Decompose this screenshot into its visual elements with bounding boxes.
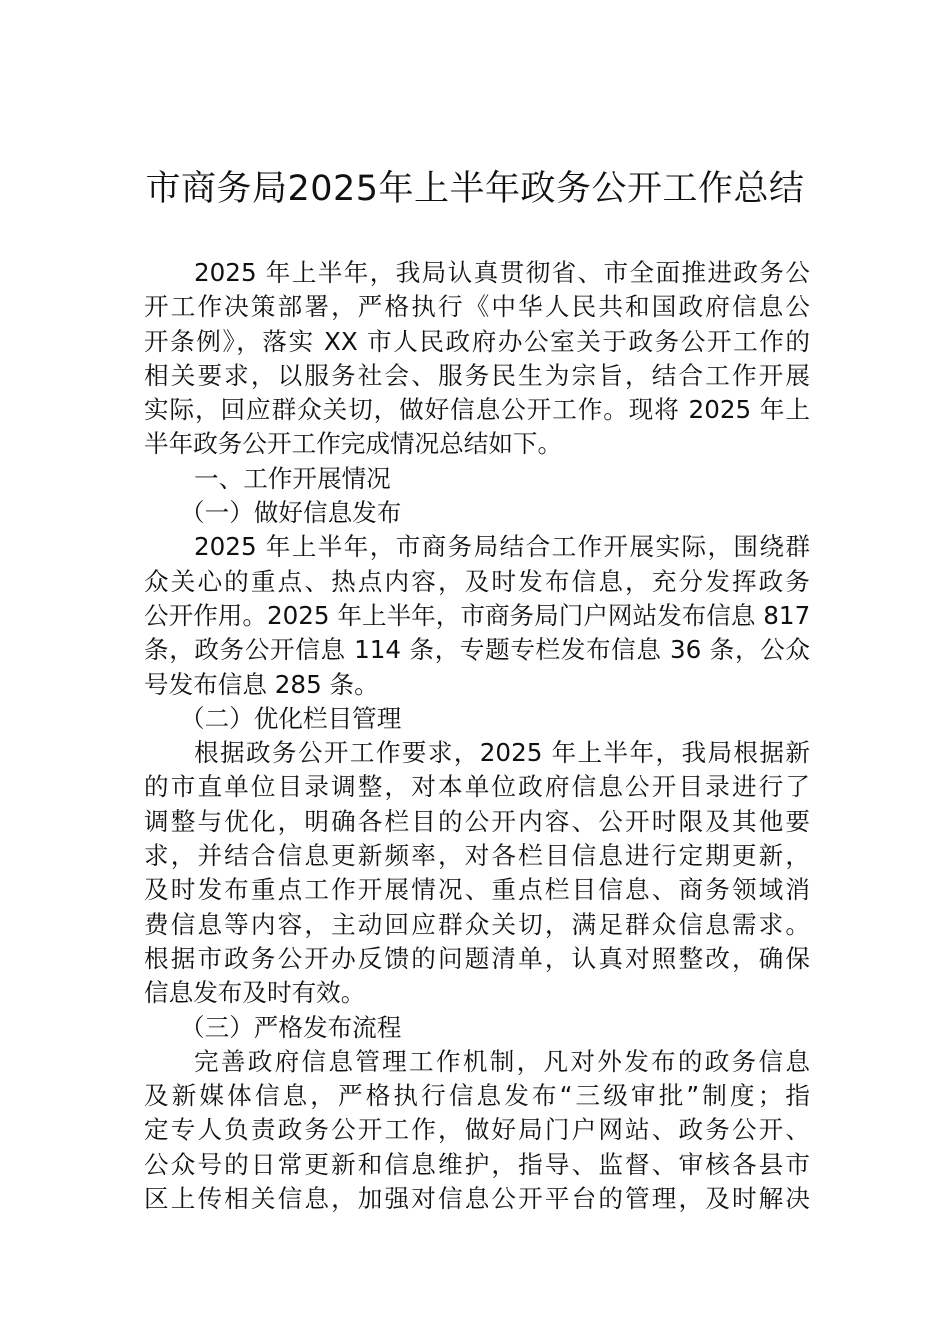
text-line: 号发布信息 285 条。 xyxy=(144,669,379,699)
text-line: 求，并结合信息更新频率，对各栏目信息进行定期更新， xyxy=(144,841,810,871)
text-line: 调整与优化，明确各栏目的公开内容、公开时限及其他要 xyxy=(144,806,810,836)
text-line: 根据市政务公开办反馈的问题清单，认真对照整改，确保 xyxy=(144,943,810,973)
text-line: 2025 年上半年，市商务局结合工作开展实际，围绕群 xyxy=(194,532,810,562)
text-line: 条，政务公开信息 114 条，专题专栏发布信息 36 条，公众 xyxy=(144,635,810,665)
text-line: 根据政务公开工作要求，2025 年上半年，我局根据新 xyxy=(194,738,810,768)
text-line: 定专人负责政务公开工作，做好局门户网站、政务公开、 xyxy=(144,1115,810,1145)
text-line: 及时发布重点工作开展情况、重点栏目信息、商务领域消 xyxy=(144,875,810,905)
text-line: 半年政务公开工作完成情况总结如下。 xyxy=(144,429,563,459)
text-line: 公众号的日常更新和信息维护，指导、监督、审核各县市 xyxy=(144,1149,810,1179)
text-line: （三）严格发布流程 xyxy=(180,1012,402,1042)
text-line: 相关要求，以服务社会、服务民生为宗旨，结合工作开展 xyxy=(144,360,810,390)
text-line: 开条例》，落实 XX 市人民政府办公室关于政务公开工作的 xyxy=(144,326,810,356)
text-line: （二）优化栏目管理 xyxy=(180,703,402,733)
subsection-heading xyxy=(144,496,810,530)
text-line: 众关心的重点、热点内容，及时发布信息，充分发挥政务 xyxy=(144,566,810,596)
paragraph xyxy=(144,256,810,462)
text-line: 费信息等内容，主动回应群众关切，满足群众信息需求。 xyxy=(144,909,810,939)
document-title: 市商务局2025年上半年政务公开工作总结 xyxy=(145,169,805,209)
text-line: （一）做好信息发布 xyxy=(180,498,402,528)
text-line: 实际，回应群众关切，做好信息公开工作。现将 2025 年上 xyxy=(144,395,810,425)
paragraph xyxy=(144,1045,810,1216)
text-line: 区上传相关信息，加强对信息公开平台的管理，及时解决 xyxy=(144,1184,810,1214)
paragraph xyxy=(144,736,810,1010)
section-heading xyxy=(144,462,810,496)
text-line: 完善政府信息管理工作机制，凡对外发布的政务信息 xyxy=(194,1046,810,1076)
text-line: 及新媒体信息，严格执行信息发布“三级审批”制度；指 xyxy=(144,1081,810,1111)
text-line: 开工作决策部署，严格执行《中华人民共和国政府信息公 xyxy=(144,292,810,322)
text-line: 信息发布及时有效。 xyxy=(144,978,366,1008)
text-line: 的市直单位目录调整，对本单位政府信息公开目录进行了 xyxy=(144,772,810,802)
subsection-heading xyxy=(144,702,810,736)
text-line: 公开作用。2025 年上半年，市商务局门户网站发布信息 817 xyxy=(144,600,811,630)
text-line: 一、工作开展情况 xyxy=(194,463,391,493)
paragraph xyxy=(144,530,810,701)
subsection-heading xyxy=(144,1011,810,1045)
text-line: 2025 年上半年，我局认真贯彻省、市全面推进政务公 xyxy=(194,258,810,287)
document-body xyxy=(144,256,810,1216)
